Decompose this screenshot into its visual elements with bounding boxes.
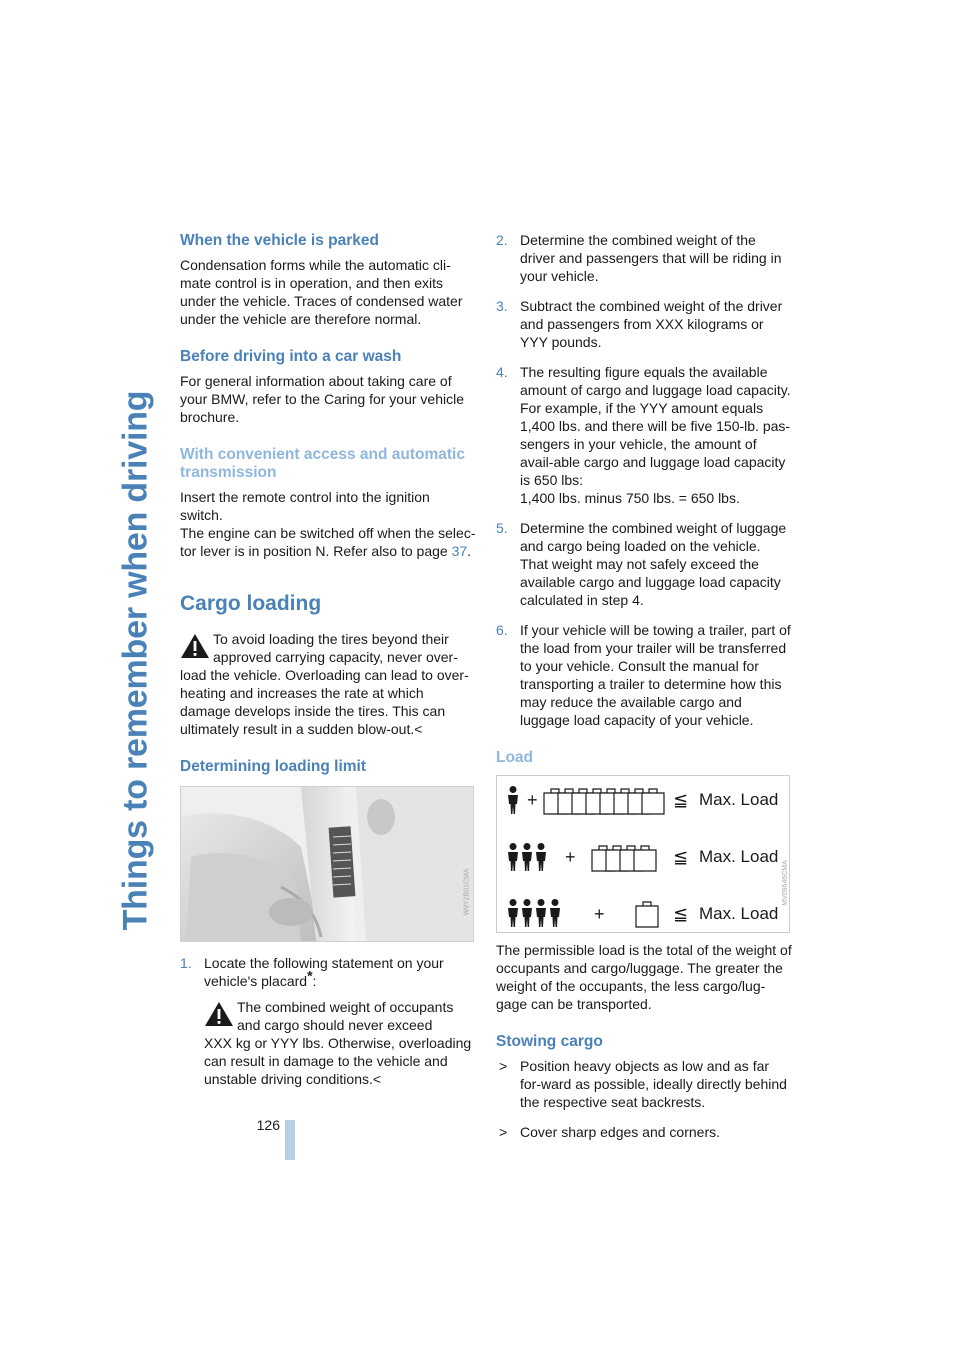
placard-location-image	[180, 786, 474, 942]
step-number: 6.	[496, 622, 508, 638]
step-text: The resulting figure equals the available amount of cargo and luggage load capacity. For example, if the YYY amount equals 1,400 lbs. and there will be five 150-lb. pas-sengers in your vehicle, the amount of avail-able cargo and luggage load capacity is 650 lbs:	[520, 364, 791, 488]
quote-rest: XXX kg or YYY lbs. Otherwise, overloading can result in damage to the vehicle and unstable driving conditions.<	[204, 1035, 472, 1087]
plus-sign: +	[594, 904, 605, 924]
leq-sign: ≦	[673, 790, 689, 811]
loading-steps	[496, 231, 792, 729]
plus-sign: +	[527, 790, 538, 810]
heading-carwash: Before driving into a car wash	[180, 348, 402, 365]
page-ref-link[interactable]: 37	[451, 543, 468, 559]
page-marker-bar	[285, 1120, 295, 1160]
step-colon: :	[312, 973, 317, 989]
warning-triangle-icon	[180, 633, 210, 659]
bullet-mark: >	[499, 1058, 508, 1074]
access-body-2-period: .	[467, 543, 472, 559]
bullet-text: Position heavy objects as low and as far for-ward as possible, ideally directly behind the respective seat backrests.	[520, 1058, 787, 1110]
sidebar-title-text: Things to remember when driving	[116, 390, 155, 930]
step-number: 2.	[496, 232, 508, 248]
max-load-label: Max. Load	[699, 790, 779, 809]
step-number: 1.	[180, 955, 192, 971]
list-item	[496, 519, 792, 609]
page-number: 126	[256, 1117, 280, 1133]
step-number: 4.	[496, 364, 508, 380]
access-body-2	[180, 524, 476, 560]
leq-sign: ≦	[673, 904, 689, 925]
step-text: Subtract the combined weight of the driver and passengers from XXX kilograms or YYY pounds.	[520, 298, 783, 350]
plus-sign: +	[565, 847, 576, 867]
placard-quote-warning	[180, 998, 476, 1088]
heading-parked: When the vehicle is parked	[180, 232, 379, 249]
step-number: 5.	[496, 520, 508, 536]
bullet-text: Cover sharp edges and corners.	[520, 1124, 720, 1140]
list-item	[496, 231, 792, 285]
heading-stowing: Stowing cargo	[496, 1033, 603, 1050]
stowing-bullets	[496, 1057, 792, 1141]
load-diagram-graphic	[497, 776, 791, 934]
limit-steps	[180, 954, 476, 990]
access-body-2-text: The engine can be switched off when the selec-tor lever is in position N. Refer also to page	[180, 525, 476, 559]
step-text: Locate the following statement on your vehicle's placard	[204, 955, 444, 989]
parked-body: Condensation forms while the automatic cli-mate control is in operation, and then exits under the vehicle. Traces of condensed water under the vehicle are therefore normal.	[180, 257, 463, 327]
bullet-mark: >	[499, 1124, 508, 1140]
heading-limit: Determining loading limit	[180, 758, 367, 775]
carwash-body: For general information about taking care of your BMW, refer to the Caring for your vehicle brochure.	[180, 373, 464, 425]
diagram-watermark: MV09646CMA	[782, 860, 790, 906]
quote-lead: The combined weight of occupants and cargo should never exceed	[237, 999, 454, 1033]
max-load-label: Max. Load	[699, 904, 779, 923]
image-watermark: W9Y2B01CMA	[463, 868, 471, 916]
heading-load: Load	[496, 749, 534, 766]
step-text: If your vehicle will be towing a trailer, part of the load from your trailer will be transferred to your vehicle. Consult the manual for transporting a trailer to determine how this may reduce the available cargo and luggage load capacity of your vehicle.	[520, 622, 791, 728]
step-number: 3.	[496, 298, 508, 314]
step-extra: 1,400 lbs. minus 750 lbs. = 650 lbs.	[520, 490, 740, 506]
list-item	[496, 363, 792, 507]
heading-cargo: Cargo loading	[180, 592, 322, 615]
list-item	[496, 1057, 792, 1111]
load-caption: The permissible load is the total of the weight of occupants and cargo/luggage. The greater the weight of the occupants, the less cargo/lug-gage can be transported.	[496, 942, 792, 1012]
list-item	[496, 297, 792, 351]
cargo-warning-lead: To avoid loading the tires beyond their approved carrying capacity, never over-	[213, 631, 458, 665]
warning-triangle-icon	[204, 1001, 234, 1027]
cargo-warning-rest: load the vehicle. Overloading can lead to over-heating and increases the rate at which damage develops inside the tires. This can ultimately result in a sudden blow-out.<	[180, 667, 469, 737]
optional-star: *	[307, 967, 313, 984]
list-item	[496, 1123, 792, 1141]
list-item	[496, 621, 792, 729]
load-diagram	[496, 775, 790, 933]
leq-sign: ≦	[673, 847, 689, 868]
list-item	[180, 954, 476, 990]
step-text: Determine the combined weight of luggage and cargo being loaded on the vehicle. That weight may not safely exceed the available cargo and luggage load capacity calculated in step 4.	[520, 520, 787, 608]
door-pillar-illustration	[181, 787, 474, 942]
right-column	[496, 231, 792, 1153]
left-column	[180, 228, 476, 1088]
max-load-label: Max. Load	[699, 847, 779, 866]
heading-access: With convenient access and automatic transmission	[180, 446, 465, 481]
sidebar-title	[116, 230, 156, 1090]
access-body-1: Insert the remote control into the ignition switch.	[180, 489, 430, 523]
step-text: Determine the combined weight of the driver and passengers that will be riding in your vehicle.	[520, 232, 782, 284]
cargo-warning	[180, 630, 476, 738]
